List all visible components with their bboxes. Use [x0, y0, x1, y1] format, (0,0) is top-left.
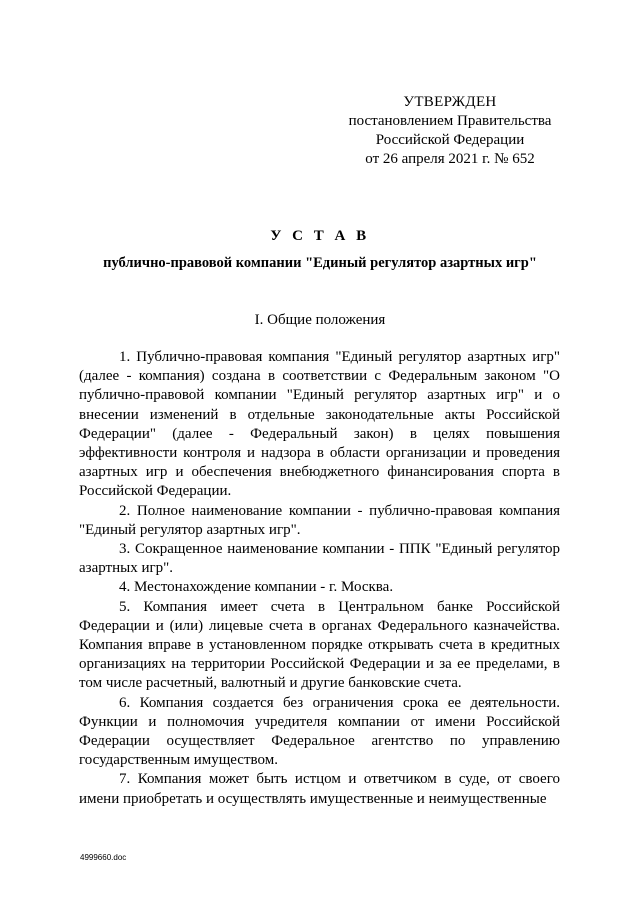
approval-line-1: постановлением Правительства — [348, 113, 552, 129]
paragraph-7: 7. Компания может быть истцом и ответчиком в суде, от своего имени приобретать и осуществлять имущественные и неимущественные — [79, 771, 560, 807]
approval-block — [340, 93, 560, 169]
paragraph-3: 3. Сокращенное наименование компании - ППК "Единый регулятор азартных игр". — [79, 541, 560, 577]
paragraph-4: 4. Местонахождение компании - г. Москва. — [119, 579, 394, 596]
section-heading: I. Общие положения — [254, 312, 386, 328]
approval-title: УТВЕРЖДЕН — [403, 94, 497, 110]
document-body — [79, 348, 560, 809]
paragraph-2: 2. Полное наименование компании - публично-правовая компания "Единый регулятор азартных игр". — [79, 502, 560, 538]
approval-date-number: от 26 апреля 2021 г. № 652 — [365, 151, 535, 167]
footer-file-code: 4999660.doc — [80, 853, 127, 862]
document-subtitle: публично-правовой компании "Единый регулятор азартных игр" — [103, 255, 537, 271]
document-title: У С Т А В — [270, 228, 370, 244]
paragraph-5: 5. Компания имеет счета в Центральном банке Российской Федерации и (или) лицевые счета в органах Федерального казначейства. Компания вправе в установленном порядке открывать счета в кредитных организациях на территории Российской Федерации и за ее пределами, в том числе расчетный, валютный и другие банковские счета. — [79, 598, 560, 692]
paragraph-1: 1. Публично-правовая компания "Единый регулятор азартных игр" (далее - компания) создана в соответствии с Федеральным законом "О публично-правовой компании "Единый регулятор азартных игр" и о внесении изменений в отдельные законодательные акты Российской Федерации" (далее - Федеральный закон) в целях повышения эффективности контроля и надзора в области организации и проведения азартных игр и обеспечения внебюджетного финансирования спорта в Российской Федерации. — [79, 349, 560, 500]
paragraph-6: 6. Компания создается без ограничения срока ее деятельности. Функции и полномочия учредителя компании от имени Российской Федерации осуществляет Федеральное агентство по управлению государственным имуществом. — [79, 694, 560, 769]
approval-line-2: Российской Федерации — [375, 132, 525, 148]
